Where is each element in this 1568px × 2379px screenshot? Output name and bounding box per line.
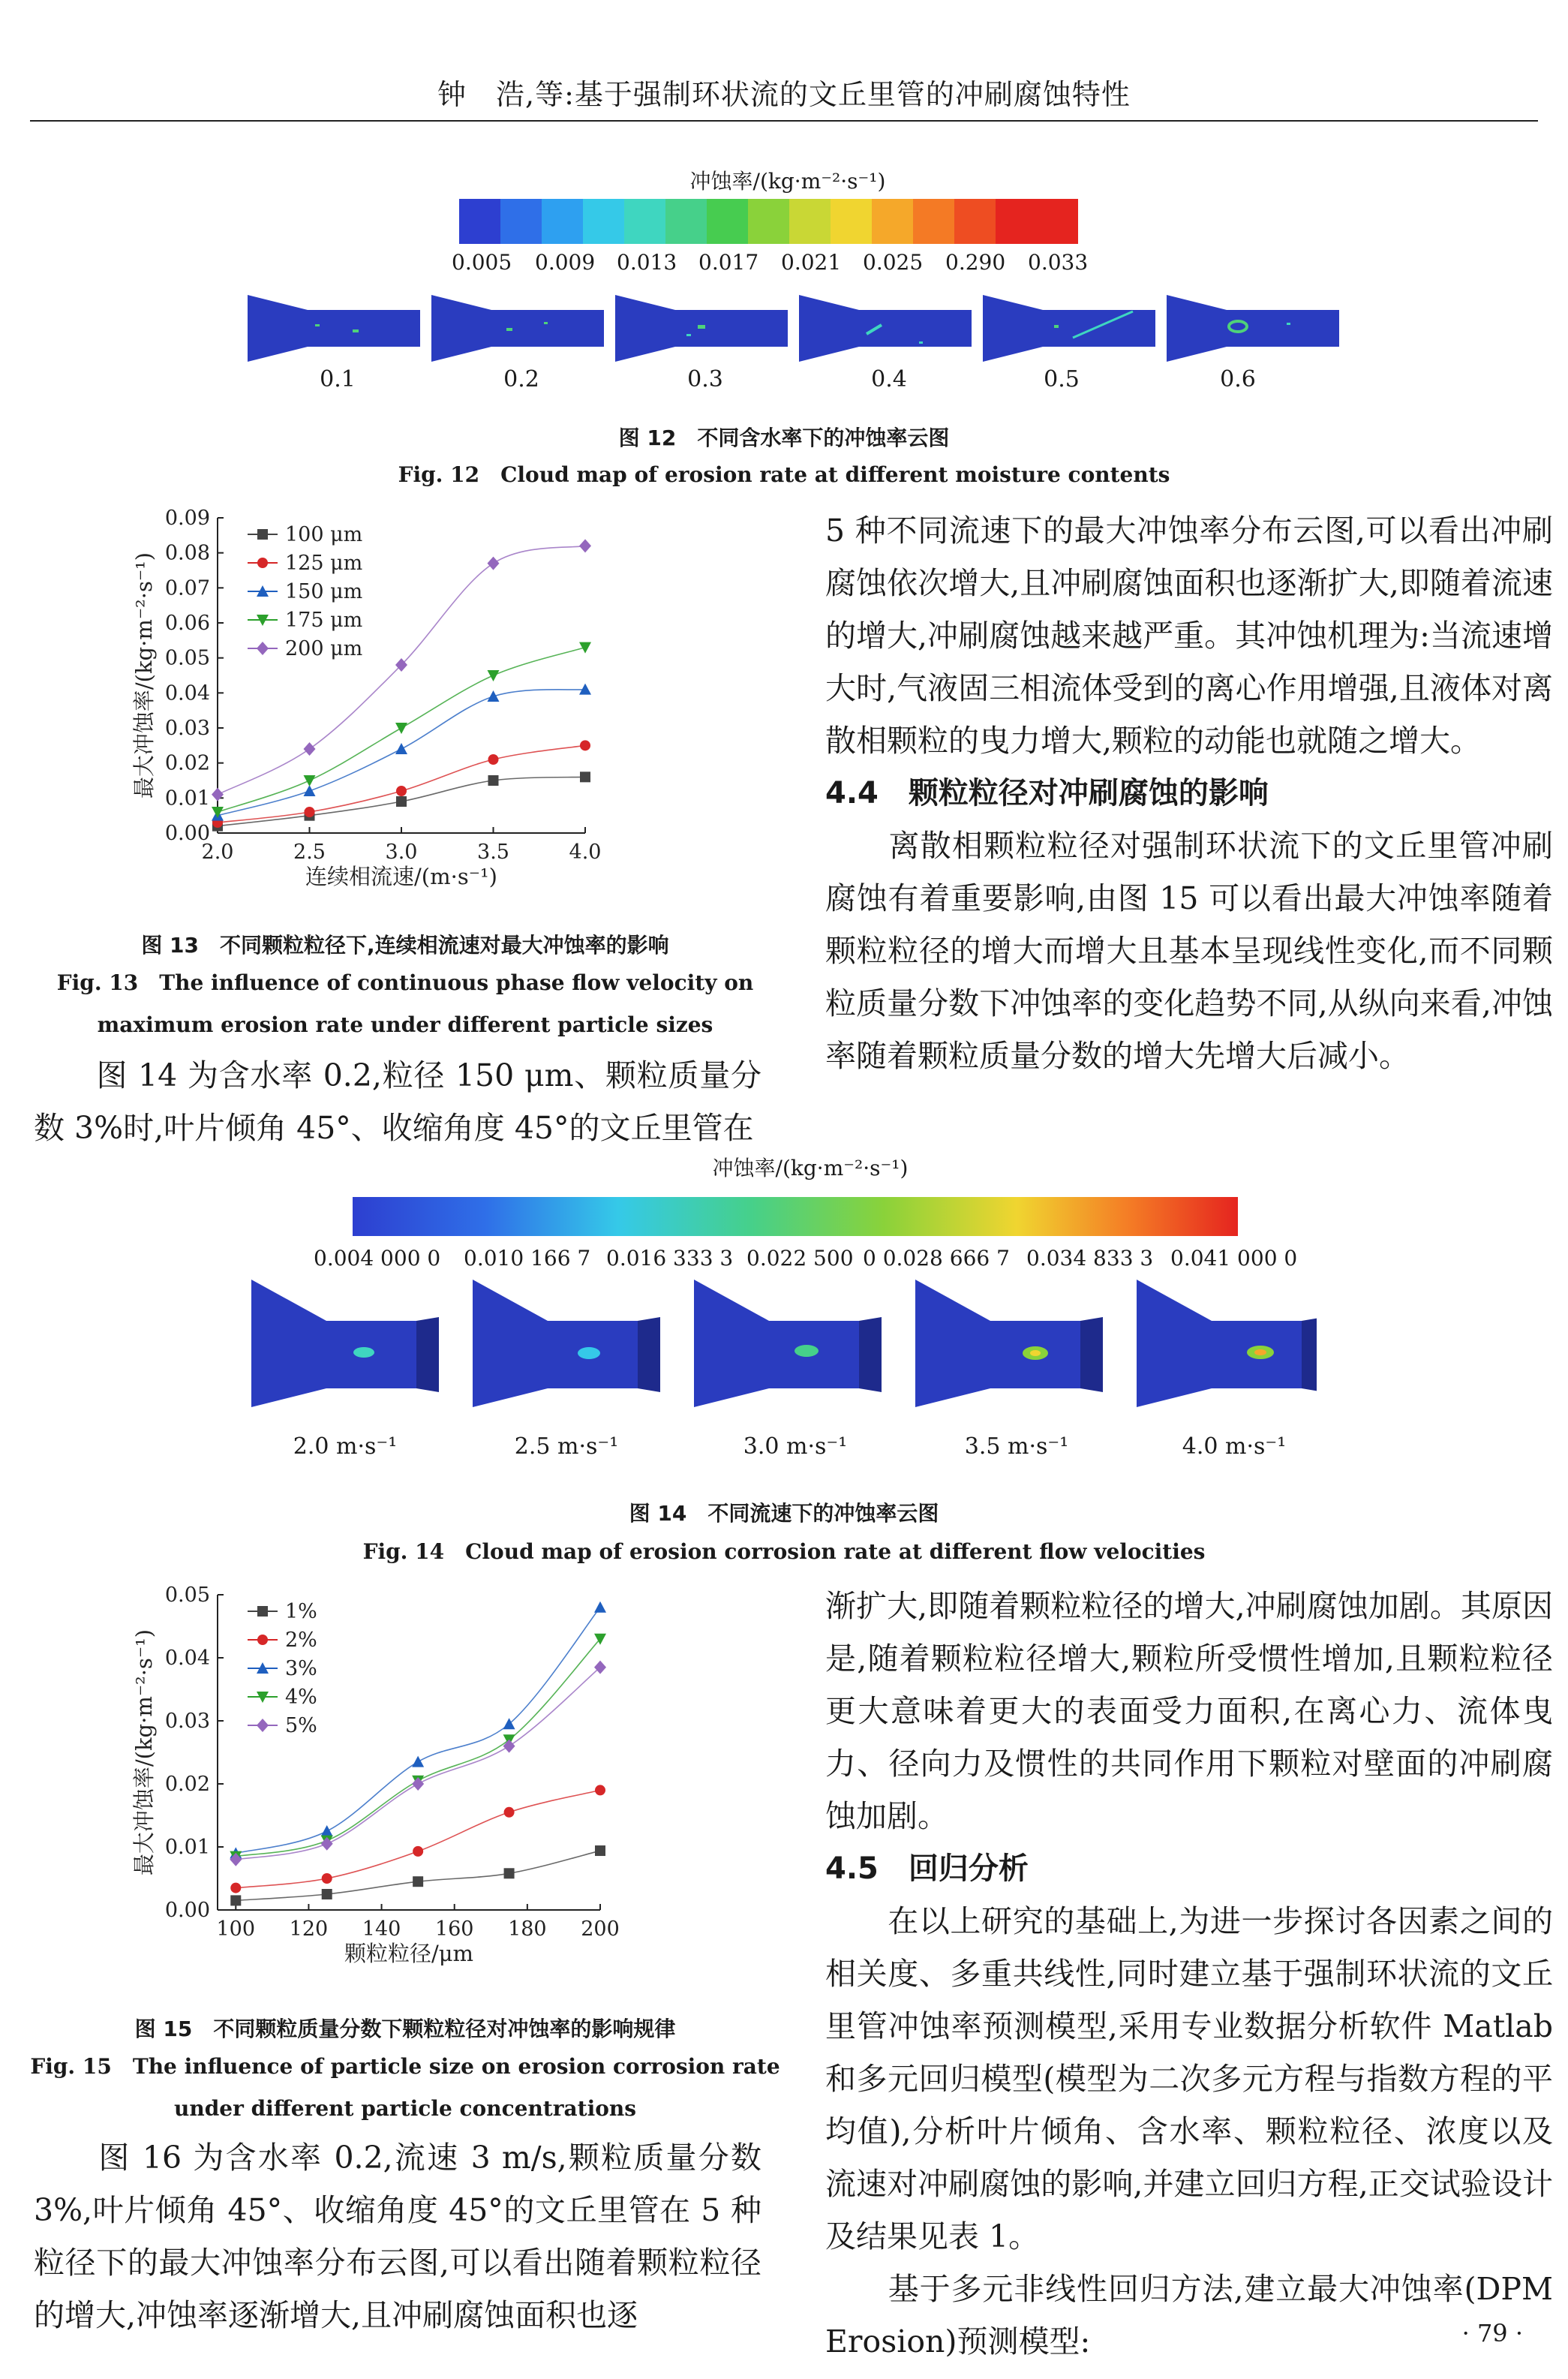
series-line — [236, 1851, 600, 1900]
data-point — [579, 539, 591, 552]
legend-label: 5% — [285, 1714, 317, 1737]
right-col-block-1 — [825, 504, 1553, 1082]
data-point — [212, 807, 224, 818]
fig12-tube-label: 0.4 — [871, 366, 907, 392]
x-tick-label: 160 — [434, 1917, 474, 1941]
paragraph-text: 在以上研究的基础上,为进一步探讨各因素之间的相关度、多重共线性,同时建立基于强制环状流的文丘里管冲蚀率预测模型,采用专业数据分析软件 Matlab 和多元回归模型(模型为二次多元方程与指数方程的平均值),分析叶片倾角、含水率、颗粒粒径、浓度以及流速对冲刷腐蚀的影响,并建立回归方程,正交试验设计及结果见表 1。 — [825, 1903, 1553, 2254]
y-tick-label: 0.09 — [164, 507, 210, 530]
fig13-caption-en-2: maximum erosion rate under different particle sizes — [97, 1012, 713, 1037]
page-number: · 79 · — [1461, 2319, 1523, 2347]
data-point — [230, 1853, 242, 1866]
data-point — [396, 796, 407, 807]
y-axis-label: 最大冲蚀率/(kg·m⁻²·s⁻¹) — [131, 552, 157, 799]
y-axis-label: 最大冲蚀率/(kg·m⁻²·s⁻¹) — [131, 1629, 157, 1876]
y-tick-label: 0.01 — [164, 1836, 210, 1859]
fig15-caption-en-1: Fig. 15 The influence of particle size on erosion corrosion rate — [30, 2054, 780, 2079]
section-heading-4-5: 4.5 回归分析 — [825, 1851, 1029, 1886]
left-col-paragraph-2 — [34, 2131, 761, 2341]
data-point — [594, 1661, 606, 1674]
fig14-tube-label: 2.0 m·s⁻¹ — [293, 1433, 398, 1460]
fig14-tick: 0 0.028 666 7 — [863, 1246, 1010, 1271]
paragraph-text: 5 种不同流速下的最大冲蚀率分布云图,可以看出冲刷腐蚀依次增大,且冲刷腐蚀面积也逐渐扩大,即随着流速的增大,冲刷腐蚀越来越严重。其冲蚀机理为:当流速增大时,气液固三相流体受到的离心作用增强,且液体对离散相颗粒的曳力增大,颗粒的动能也就随之增大。 — [825, 513, 1553, 759]
data-point — [595, 1785, 605, 1795]
fig12-tick: 0.021 — [781, 250, 842, 275]
fig14-venturi-tube — [694, 1280, 882, 1407]
data-point — [413, 1846, 423, 1857]
series-line — [236, 1790, 600, 1887]
legend-label: 1% — [285, 1600, 317, 1623]
data-point — [321, 1825, 333, 1836]
legend-label: 175 μm — [285, 609, 363, 632]
data-point — [396, 786, 407, 796]
series-line — [218, 745, 585, 823]
legend-marker — [257, 642, 269, 655]
data-point — [595, 1845, 605, 1856]
y-tick-label: 0.00 — [164, 822, 210, 845]
x-tick-label: 200 — [581, 1917, 620, 1941]
y-tick-label: 0.02 — [164, 751, 210, 775]
data-point — [580, 740, 590, 750]
right-col-block-2 — [825, 1580, 1553, 2368]
y-tick-label: 0.08 — [164, 541, 210, 565]
fig15-caption-zh: 图 15 不同颗粒质量分数下颗粒粒径对冲蚀率的影响规律 — [134, 2017, 676, 2041]
y-tick-label: 0.03 — [164, 717, 210, 740]
fig14-venturi-row — [251, 1276, 1317, 1411]
x-tick-label: 4.0 — [569, 841, 602, 864]
x-axis-label: 颗粒粒径/μm — [344, 1941, 474, 1966]
y-tick-label: 0.00 — [164, 1899, 210, 1922]
x-tick-label: 120 — [289, 1917, 329, 1941]
y-tick-label: 0.05 — [164, 646, 210, 670]
data-point — [322, 1889, 332, 1899]
paragraph-text: 渐扩大,即随着颗粒粒径的增大,冲刷腐蚀加剧。其原因是,随着颗粒粒径增大,颗粒所受惯性增加,且颗粒粒径更大意味着更大的表面受力面积,在离心力、流体曳力、径向力及惯性的共同作用下颗粒对壁面的冲刷腐蚀加剧。 — [825, 1588, 1553, 1834]
y-tick-label: 0.06 — [164, 612, 210, 635]
fig14-colorbar — [353, 1197, 1238, 1236]
legend-label: 200 μm — [285, 637, 363, 660]
data-point — [488, 754, 499, 765]
data-point — [413, 1876, 423, 1887]
legend-marker — [257, 529, 268, 540]
fig12-venturi-tube — [1167, 295, 1339, 362]
data-point — [322, 1873, 332, 1884]
fig12-venturi-tube — [615, 295, 788, 362]
paragraph-text: 离散相颗粒粒径对强制环状流下的文丘里管冲刷腐蚀有着重要影响,由图 15 可以看出最大冲蚀率随着颗粒粒径的增大而增大且基本呈现线性变化,而不同颗粒质量分数下冲蚀率的变化趋势不同,从纵向来看,冲蚀率随着颗粒质量分数的增大先增大后减小。 — [825, 828, 1553, 1074]
x-tick-label: 2.0 — [201, 841, 234, 864]
legend-label: 2% — [285, 1629, 317, 1652]
paragraph-text: 图 16 为含水率 0.2,流速 3 m/s,颗粒质量分数 3%,叶片倾角 45°、收缩角度 45°的文丘里管在 5 种粒径下的最大冲蚀率分布云图,可以看出随着颗粒粒径的增大,冲蚀率逐渐增大,且冲刷腐蚀面积也逐 — [34, 2140, 761, 2333]
fig12-tube-label: 0.5 — [1044, 366, 1080, 392]
fig12-caption-en: Fig. 12 Cloud map of erosion rate at different moisture contents — [398, 462, 1170, 487]
paragraph-text: 图 14 为含水率 0.2,粒径 150 μm、颗粒质量分数 3%时,叶片倾角 45°、收缩角度 45°的文丘里管在 — [34, 1057, 761, 1146]
data-point — [395, 723, 407, 734]
fig12-tick: 0.017 — [698, 250, 759, 275]
fig13-caption-en-1: Fig. 13 The influence of continuous phase flow velocity on — [56, 970, 754, 995]
data-point — [304, 742, 316, 756]
fig12-tick: 0.013 — [617, 250, 677, 275]
fig12-tick: 0.025 — [863, 250, 924, 275]
x-tick-label: 180 — [508, 1917, 547, 1941]
legend-marker — [257, 1719, 269, 1732]
y-tick-label: 0.03 — [164, 1710, 210, 1733]
data-point — [594, 1602, 606, 1613]
fig12-tube-label: 0.2 — [503, 366, 539, 392]
fig14-tick: 0.034 833 3 — [1026, 1246, 1154, 1271]
data-point — [230, 1883, 241, 1893]
fig12-tick: 0.009 — [535, 250, 596, 275]
data-point — [579, 642, 591, 654]
legend-label: 4% — [285, 1686, 317, 1709]
x-tick-label: 140 — [362, 1917, 401, 1941]
left-col-paragraph-1 — [34, 1049, 761, 1154]
fig12-tick: 0.005 — [452, 250, 512, 275]
fig14-tube-label: 2.5 m·s⁻¹ — [514, 1433, 619, 1460]
legend-label: 125 μm — [285, 552, 363, 575]
data-point — [504, 1807, 515, 1818]
fig14-venturi-tube — [473, 1280, 660, 1407]
fig12-tube-label: 0.3 — [687, 366, 723, 392]
data-point — [488, 775, 499, 786]
fig14-colorbar-title: 冲蚀率/(kg·m⁻²·s⁻¹) — [712, 1156, 909, 1180]
y-tick-label: 0.02 — [164, 1773, 210, 1796]
fig14-tube-label: 4.0 m·s⁻¹ — [1182, 1433, 1287, 1460]
fig13-caption-zh: 图 13 不同颗粒粒径下,连续相流速对最大冲蚀率的影响 — [141, 933, 669, 958]
data-point — [503, 1740, 515, 1753]
data-point — [304, 775, 316, 786]
data-point — [230, 1895, 241, 1905]
data-point — [504, 1868, 515, 1878]
fig14-tick: 0.010 166 7 — [464, 1246, 591, 1271]
x-tick-label: 2.5 — [293, 841, 326, 864]
data-point — [488, 690, 500, 702]
data-point — [488, 670, 500, 681]
x-tick-label: 3.5 — [477, 841, 509, 864]
fig13-chart — [113, 507, 638, 912]
y-tick-label: 0.01 — [164, 786, 210, 811]
legend-label: 150 μm — [285, 580, 363, 603]
y-tick-label: 0.07 — [164, 576, 210, 600]
fig14-caption-en: Fig. 14 Cloud map of erosion corrosion rate at different flow velocities — [362, 1539, 1206, 1564]
fig12-caption-zh: 图 12 不同含水率下的冲蚀率云图 — [618, 426, 950, 450]
fig12-tick: 0.033 — [1028, 250, 1089, 275]
x-axis-label: 连续相流速/(m·s⁻¹) — [305, 864, 497, 889]
fig12-venturi-row — [248, 281, 1358, 375]
fig12-colorbar-title: 冲蚀率/(kg·m⁻²·s⁻¹) — [689, 169, 886, 194]
data-point — [305, 807, 315, 817]
fig12-tube-label: 0.1 — [320, 366, 356, 392]
data-point — [412, 1756, 424, 1767]
section-heading-4-4: 4.4 颗粒粒径对冲刷腐蚀的影响 — [825, 776, 1269, 811]
fig14-tick: 0.004 000 0 — [314, 1246, 441, 1271]
fig12-venturi-tube — [983, 295, 1155, 362]
header-rule — [30, 120, 1538, 122]
fig12-colorbar-swatches — [459, 199, 1119, 244]
fig12-colorbar — [459, 199, 1119, 244]
legend-marker — [257, 1635, 268, 1645]
data-point — [580, 771, 590, 782]
fig15-chart — [113, 1580, 653, 2000]
y-tick-label: 0.04 — [164, 1647, 210, 1670]
fig14-venturi-tube — [1137, 1280, 1317, 1407]
y-tick-label: 0.04 — [164, 681, 210, 705]
fig14-venturi-tube — [251, 1280, 439, 1407]
legend-marker — [257, 558, 268, 568]
data-point — [212, 788, 224, 802]
x-tick-label: 100 — [216, 1917, 256, 1941]
fig14-tick: 0.016 333 3 — [606, 1246, 734, 1271]
data-point — [488, 557, 500, 570]
fig15-caption-en-2: under different particle concentrations — [173, 2096, 636, 2121]
running-title: 钟 浩,等:基于强制环状流的文丘里管的冲刷腐蚀特性 — [437, 78, 1131, 111]
fig14-caption-zh: 图 14 不同流速下的冲蚀率云图 — [629, 1501, 939, 1526]
x-tick-label: 3.0 — [385, 841, 418, 864]
fig12-tube-label: 0.6 — [1220, 366, 1256, 392]
fig12-venturi-tube — [431, 295, 604, 362]
legend-marker — [257, 1606, 268, 1617]
fig12-venturi-tube — [799, 295, 972, 362]
data-point — [304, 785, 316, 796]
fig14-tube-label: 3.0 m·s⁻¹ — [743, 1433, 848, 1460]
fig14-tick: 0.022 500 — [746, 1246, 854, 1271]
fig14-tube-label: 3.5 m·s⁻¹ — [964, 1433, 1069, 1460]
fig14-tick: 0.041 000 0 — [1170, 1246, 1298, 1271]
fig12-venturi-tube — [248, 295, 420, 362]
paragraph-text: 基于多元非线性回归方法,建立最大冲蚀率(DPM Erosion)预测模型: — [825, 2271, 1553, 2359]
y-tick-label: 0.05 — [164, 1583, 210, 1607]
fig12-tick: 0.290 — [945, 250, 1006, 275]
legend-label: 3% — [285, 1657, 317, 1680]
data-point — [395, 743, 407, 754]
fig14-venturi-tube — [915, 1280, 1103, 1407]
legend-label: 100 μm — [285, 523, 363, 546]
